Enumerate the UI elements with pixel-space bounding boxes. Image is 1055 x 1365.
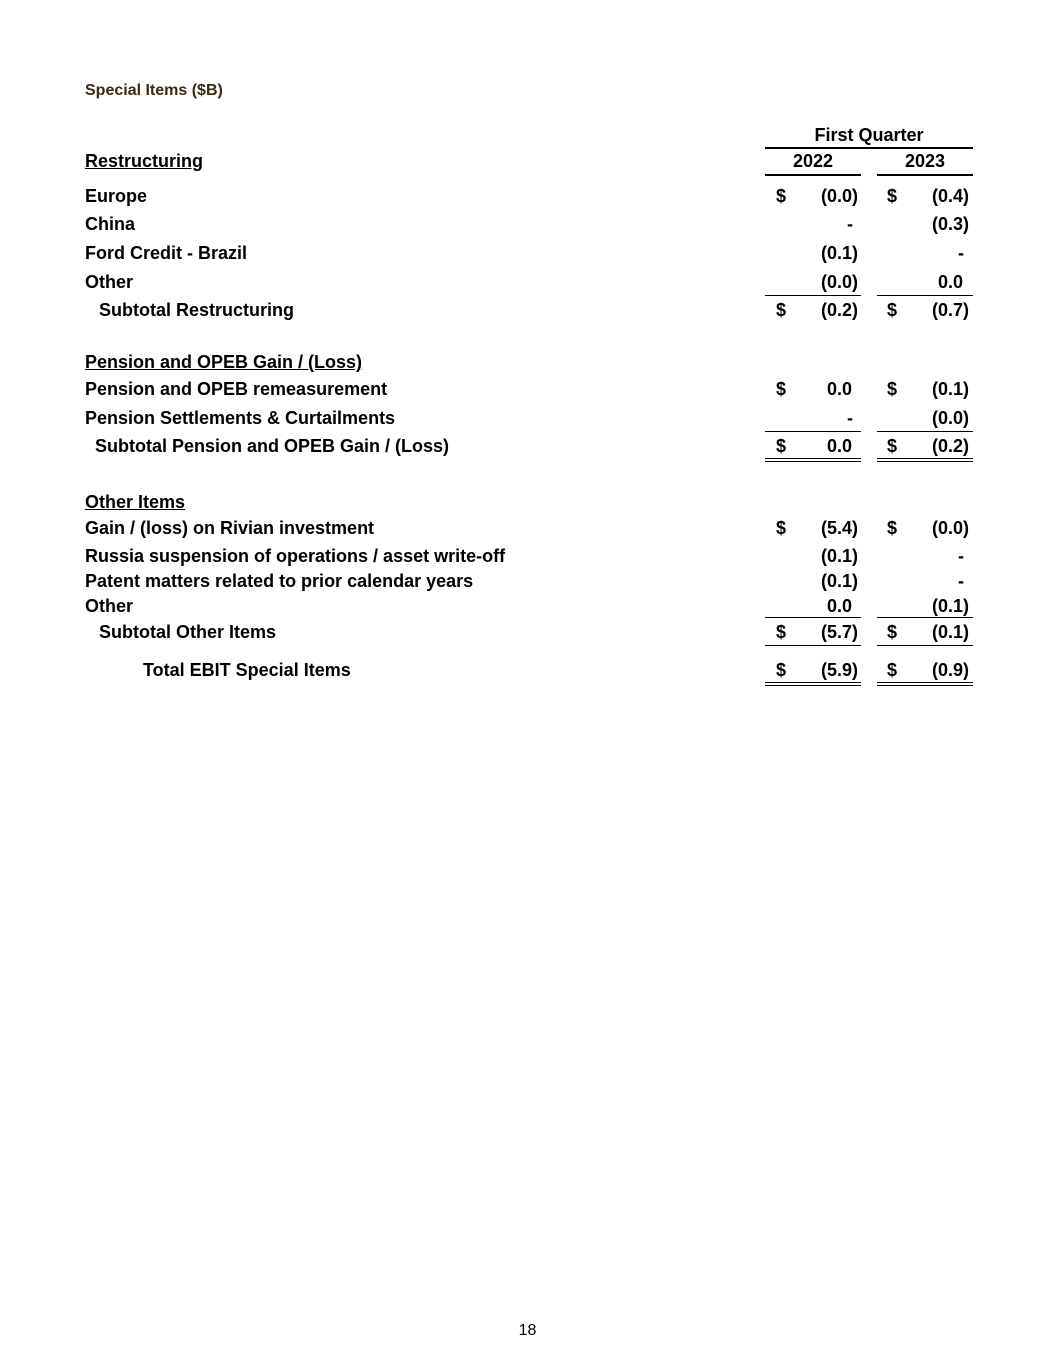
value-2023: (0.4): [931, 186, 969, 206]
value-2022: (0.0): [820, 186, 858, 206]
value-2023: (0.1): [931, 596, 969, 616]
period-header-rule: [765, 147, 973, 149]
total-double-rule: [765, 682, 861, 686]
value-2022: (0.0): [820, 272, 858, 292]
subtotal-rule: [765, 645, 861, 646]
value-2022: 0.0: [826, 436, 852, 456]
value-2022: -: [847, 214, 853, 234]
value-2023: (0.0): [931, 518, 969, 538]
row-label: Pension Settlements & Curtailments: [85, 408, 396, 428]
year-2023-header: 2023: [904, 151, 946, 171]
value-2022: (0.1): [820, 243, 858, 263]
year-2022-rule: [765, 174, 861, 176]
subtotal-rule: [877, 645, 973, 646]
subtotal-rule: [765, 431, 861, 432]
value-2022: (5.7): [820, 622, 858, 642]
currency-symbol: $: [776, 300, 787, 320]
page-number: 18: [518, 1322, 537, 1339]
value-2023: -: [958, 571, 964, 591]
currency-symbol: $: [887, 436, 898, 456]
currency-symbol: $: [887, 300, 898, 320]
row-label: Other: [85, 596, 134, 616]
value-2023: (0.1): [931, 379, 969, 399]
row-label: Subtotal Pension and OPEB Gain / (Loss): [95, 436, 450, 456]
currency-symbol: $: [887, 518, 898, 538]
subtotal-double-rule: [877, 458, 973, 462]
currency-symbol: $: [887, 379, 898, 399]
currency-symbol: $: [776, 379, 787, 399]
row-label: Europe: [85, 186, 148, 206]
value-2022: 0.0: [826, 596, 852, 616]
currency-symbol: $: [776, 436, 787, 456]
currency-symbol: $: [776, 622, 787, 642]
currency-symbol: $: [887, 660, 898, 680]
value-2022: (0.1): [820, 571, 858, 591]
value-2023: (0.1): [931, 622, 969, 642]
row-label: Russia suspension of operations / asset write-off: [85, 546, 506, 566]
subtotal-rule: [877, 617, 973, 618]
row-label: Subtotal Other Items: [99, 622, 277, 642]
value-2023: -: [958, 546, 964, 566]
subtotal-rule: [765, 295, 861, 296]
row-label: China: [85, 214, 136, 234]
section-heading-pension: Pension and OPEB Gain / (Loss): [85, 352, 363, 372]
period-header: First Quarter: [814, 125, 924, 145]
value-2022: (0.2): [820, 300, 858, 320]
year-2023-rule: [877, 174, 973, 176]
row-label: Pension and OPEB remeasurement: [85, 379, 388, 399]
total-label: Total EBIT Special Items: [143, 660, 351, 680]
currency-symbol: $: [776, 186, 787, 206]
total-value-2022: (5.9): [820, 660, 858, 680]
section-heading-other-items: Other Items: [85, 492, 186, 512]
value-2022: (0.1): [820, 546, 858, 566]
total-double-rule: [877, 682, 973, 686]
currency-symbol: $: [887, 186, 898, 206]
row-label: Other: [85, 272, 134, 292]
currency-symbol: $: [887, 622, 898, 642]
subtotal-rule: [877, 431, 973, 432]
value-2023: 0.0: [937, 272, 963, 292]
subtotal-rule: [765, 617, 861, 618]
subtotal-double-rule: [765, 458, 861, 462]
subtotal-rule: [877, 295, 973, 296]
value-2023: (0.7): [931, 300, 969, 320]
row-label: Patent matters related to prior calendar years: [85, 571, 474, 591]
value-2023: (0.0): [931, 408, 969, 428]
currency-symbol: $: [776, 518, 787, 538]
row-label: Subtotal Restructuring: [99, 300, 295, 320]
year-2022-header: 2022: [792, 151, 834, 171]
value-2022: (5.4): [820, 518, 858, 538]
page-title: Special Items ($B): [85, 82, 223, 99]
section-heading-restructuring: Restructuring: [85, 151, 204, 171]
total-value-2023: (0.9): [931, 660, 969, 680]
currency-symbol: $: [776, 660, 787, 680]
row-label: Ford Credit - Brazil: [85, 243, 248, 263]
row-label: Gain / (loss) on Rivian investment: [85, 518, 375, 538]
value-2022: -: [847, 408, 853, 428]
value-2023: -: [958, 243, 964, 263]
value-2022: 0.0: [826, 379, 852, 399]
value-2023: (0.2): [931, 436, 969, 456]
value-2023: (0.3): [931, 214, 969, 234]
